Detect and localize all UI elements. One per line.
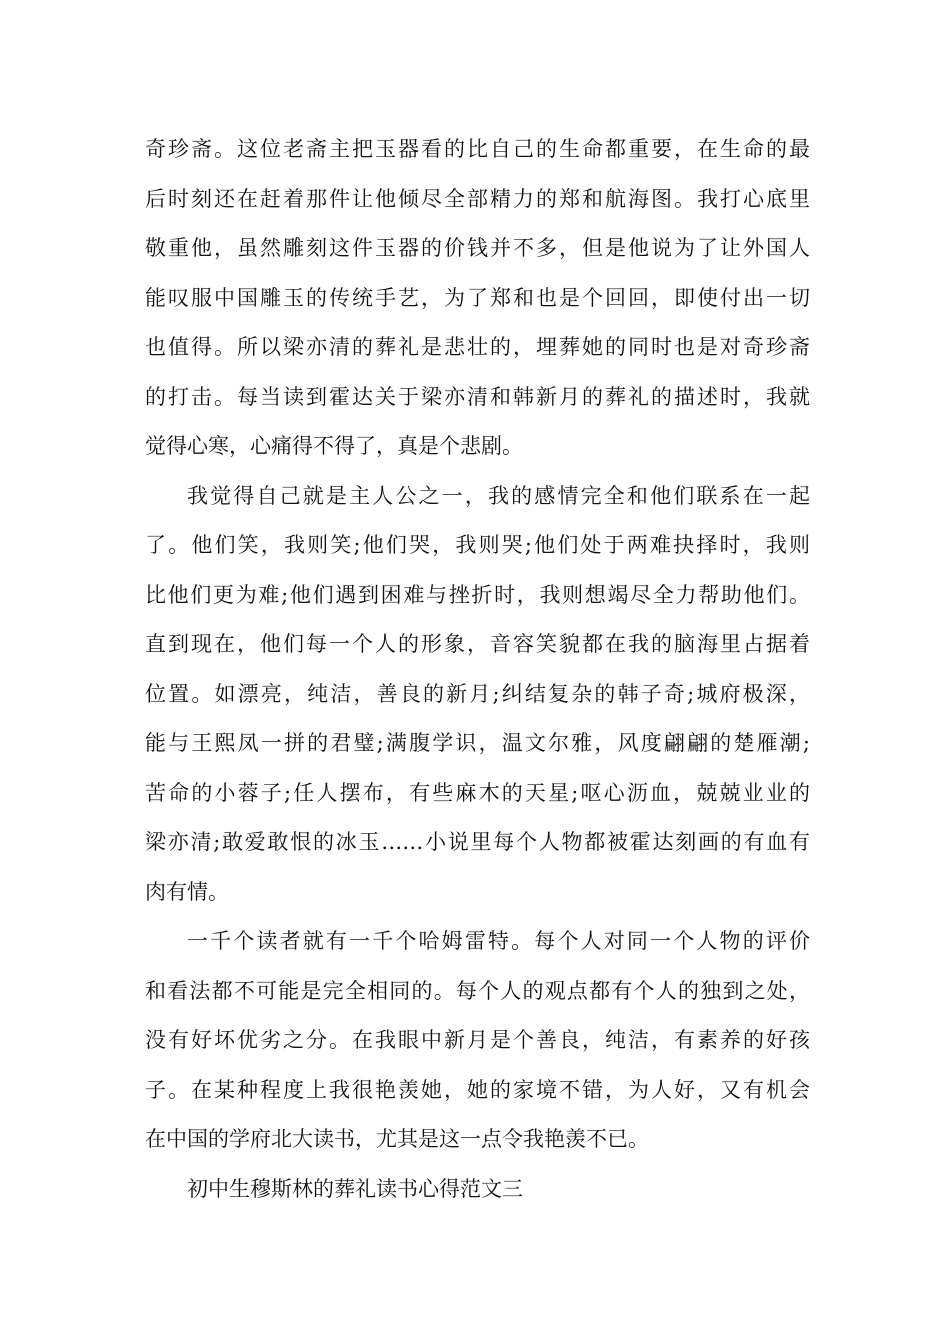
text-line: 后时刻还在赶着那件让他倾尽全部精力的郑和航海图。我打心底里 <box>145 186 810 211</box>
text-line: 觉得心寒，心痛得不得了，真是个悲剧。 <box>145 434 523 458</box>
text-line: 位置。如漂亮，纯洁，善良的新月;纠结复杂的韩子奇;城府极深， <box>145 681 810 706</box>
text-line: 了。他们笑，我则笑;他们哭，我则哭;他们处于两难抉择时，我则 <box>145 533 810 557</box>
text-line: 的打击。每当读到霍达关于梁亦清和韩新月的葬礼的描述时，我就 <box>145 384 810 409</box>
document-body <box>145 125 810 1214</box>
text-line: 在中国的学府北大读书，尤其是这一点令我艳羡不已。 <box>145 1127 649 1151</box>
text-line: 敬重他，虽然雕刻这件玉器的价钱并不多，但是他说为了让外国人 <box>145 236 810 260</box>
text-line: 奇珍斋。这位老斋主把玉器看的比自己的生命都重要，在生命的最 <box>145 137 810 161</box>
text-line: 和看法都不可能是完全相同的。每个人的观点都有个人的独到之处， <box>145 978 810 1003</box>
text-line: 我觉得自己就是主人公之一，我的感情完全和他们联系在一起 <box>187 483 810 508</box>
text-line: 子。在某种程度上我很艳羡她，她的家境不错，为人好，又有机会 <box>145 1077 810 1102</box>
text-line: 能与王熙凤一拼的君璧;满腹学识，温文尔雅，风度翩翩的楚雁潮; <box>145 731 810 755</box>
text-line: 直到现在，他们每一个人的形象，音容笑貌都在我的脑海里占据着 <box>145 632 810 656</box>
text-line: 肉有情。 <box>145 879 229 904</box>
text-line: 没有好坏优劣之分。在我眼中新月是个善良，纯洁，有素养的好孩 <box>145 1028 810 1052</box>
section-heading: 初中生穆斯林的葬礼读书心得范文三 <box>187 1176 523 1201</box>
text-line: 梁亦清;敢爱敢恨的冰玉……小说里每个人物都被霍达刻画的有血有 <box>145 830 810 854</box>
text-line: 能叹服中国雕玉的传统手艺，为了郑和也是个回回，即使付出一切 <box>145 285 810 310</box>
text-line: 比他们更为难;他们遇到困难与挫折时，我则想竭尽全力帮助他们。 <box>145 582 810 607</box>
text-line: 苦命的小蓉子;任人摆布，有些麻木的天星;呕心沥血，兢兢业业的 <box>145 780 810 805</box>
text-line: 一千个读者就有一千个哈姆雷特。每个人对同一个人物的评价 <box>187 929 810 953</box>
text-line: 也值得。所以梁亦清的葬礼是悲壮的，埋葬她的同时也是对奇珍斋 <box>145 335 810 359</box>
